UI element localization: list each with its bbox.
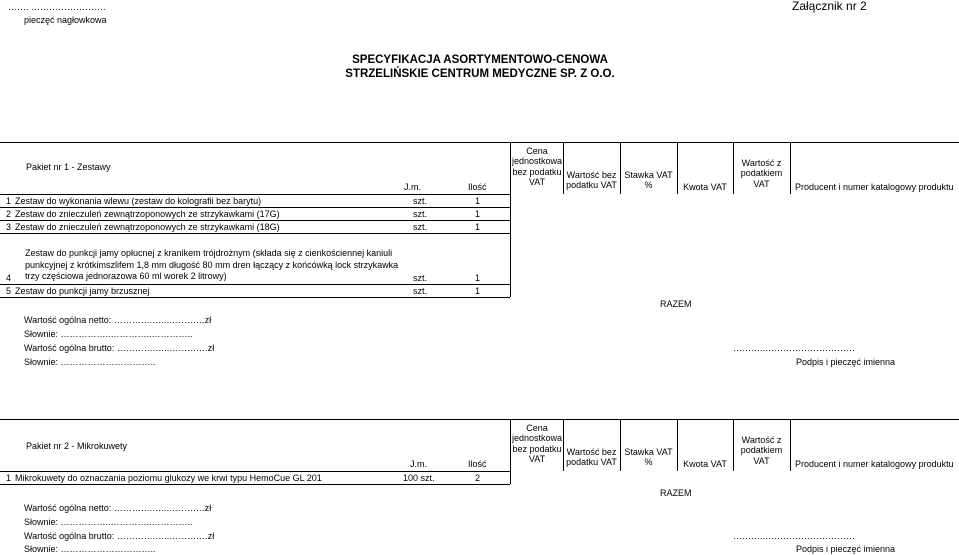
col-kwota: Kwota VAT — [683, 182, 727, 192]
col-kwota: Kwota VAT — [683, 459, 727, 469]
col-wartosc-bez: Wartość bez podatku VAT — [566, 447, 617, 468]
total-net-words: Słownie: ……………..…………..………….. — [24, 329, 193, 339]
total-net-words: Słownie: ……………..…………..………….. — [24, 517, 193, 527]
signature-label: Podpis i pieczęć imienna — [796, 357, 896, 367]
col-stawka: Stawka VAT % — [624, 170, 673, 191]
signature-label: Podpis i pieczęć imienna — [796, 544, 896, 554]
total-net: Wartość ogólna netto: ………….…..……….…zł — [24, 503, 212, 513]
row-name: Zestaw do punkcji jamy opłucnej z kranikem trójdrożnym (składa się z cienkościennej kaniuli punkcyjnej z krótkimszlifem 1,8 mm długość 80 mm dren łączący z końcówką lock strzykawka trzy częściowa jednorazowa 60 ml worek 2 litrowy) — [25, 248, 399, 281]
col-stawka: Stawka VAT % — [624, 447, 673, 468]
document-subtitle: STRZELIŃSKIE CENTRUM MEDYCZNE SP. Z O.O. — [345, 68, 615, 80]
total-gross-words: Słownie: ………………………….. — [24, 357, 156, 367]
razem-label: RAZEM — [660, 299, 692, 309]
col-jm: J.m. — [410, 459, 427, 469]
row-name: Zestaw do znieczuleń zewnątrzoponowych ze strzykawkami (17G) — [15, 209, 280, 219]
col-cena: Cena jednostkowa bez podatku VAT — [511, 146, 563, 188]
col-producent: Producent i numer katalogowy produktu — [795, 459, 954, 469]
col-ilosc: Ilość — [468, 459, 487, 469]
col-jm: J.m. — [404, 182, 421, 192]
total-net: Wartość ogólna netto: ………….…..……….…zł — [24, 315, 212, 325]
row-name: Zestaw do punkcji jamy brzusznej — [15, 286, 150, 296]
total-gross-words: Słownie: ………………………….. — [24, 544, 156, 554]
col-wartosc-z: Wartość z podatkiem VAT — [740, 435, 783, 466]
stamp-label: pieczęć nagłowkowa — [24, 15, 107, 25]
col-producent: Producent i numer katalogowy produktu — [795, 182, 954, 192]
row-name: Mikrokuwety do oznaczania poziomu glukozy we krwi typu HemoCue GL 201 — [15, 473, 322, 483]
razem-label: RAZEM — [660, 488, 692, 498]
col-wartosc-z: Wartość z podatkiem VAT — [740, 158, 783, 189]
row-name: Zestaw do znieczuleń zewnątrzoponowych ze strzykawkami (18G) — [15, 222, 280, 232]
signature-dots: ………..………………………… — [733, 531, 856, 541]
row-name: Zestaw do wykonania wlewu (zestaw do kolografii bez barytu) — [15, 196, 262, 206]
attachment-label: Załącznik nr 2 — [792, 0, 867, 13]
total-gross: Wartość ogólna brutto: ………….…..……….…zł — [24, 531, 215, 541]
signature-dots: ………..………………………… — [733, 343, 856, 353]
header-dots: ……. ……………………. — [8, 2, 106, 12]
col-cena: Cena jednostkowa bez podatku VAT — [511, 423, 563, 465]
document-title: SPECYFIKACJA ASORTYMENTOWO-CENOWA — [352, 54, 608, 66]
col-ilosc: Ilość — [468, 182, 487, 192]
col-wartosc-bez: Wartość bez podatku VAT — [566, 170, 617, 191]
package-2-title: Pakiet nr 2 - Mikrokuwety — [26, 441, 128, 451]
total-gross: Wartość ogólna brutto: ………….…..……….…zł — [24, 343, 215, 353]
package-1-title: Pakiet nr 1 - Zestawy — [26, 162, 111, 172]
